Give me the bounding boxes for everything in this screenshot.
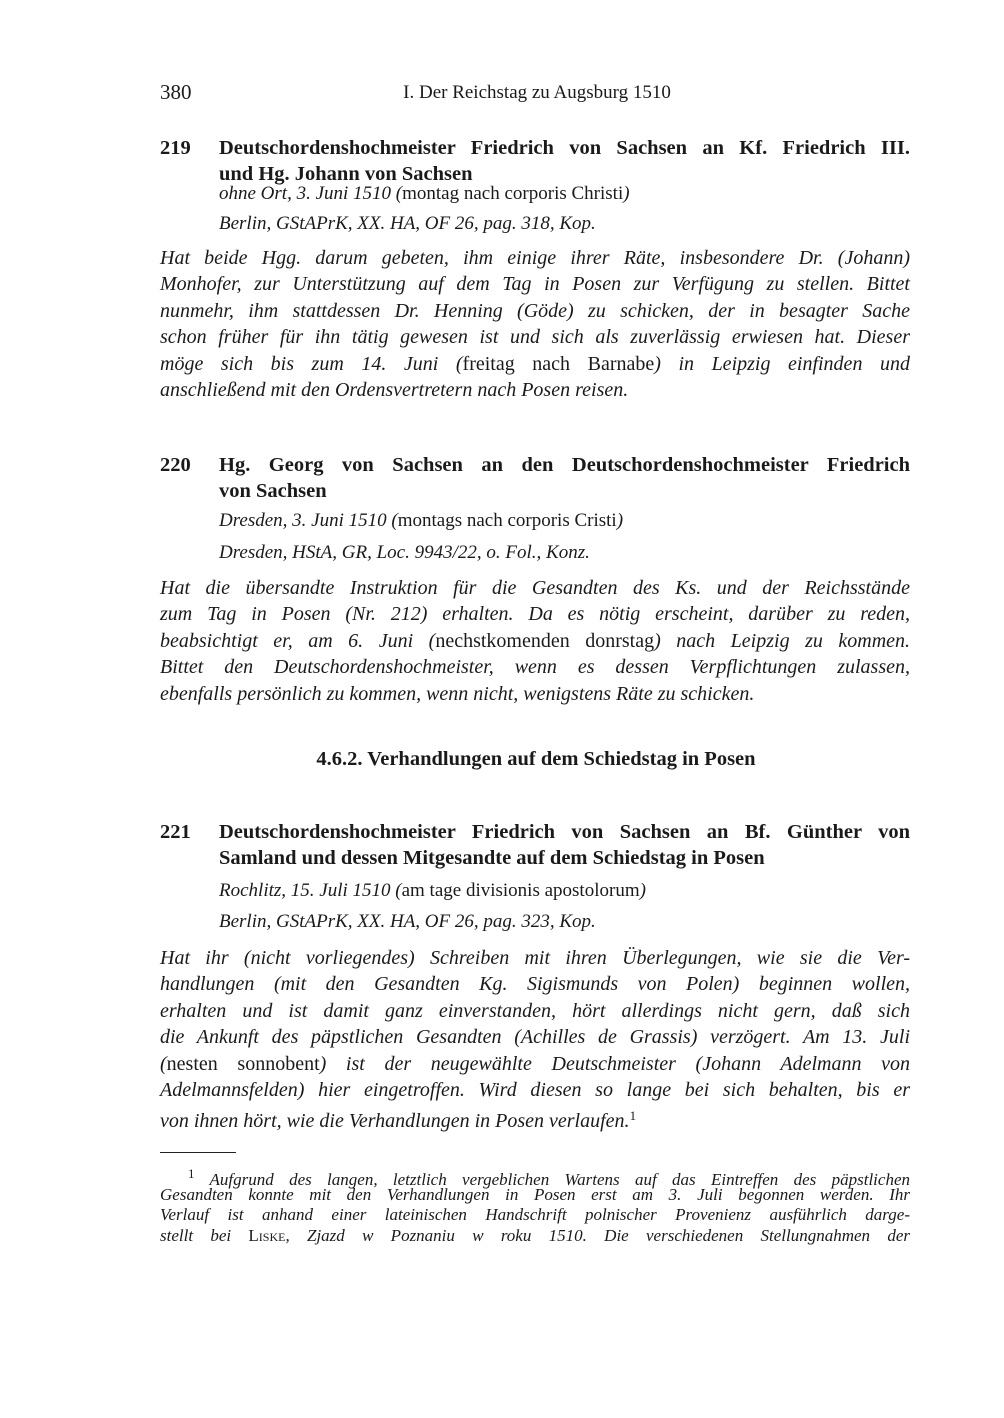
- running-title: I. Der Reichstag zu Augsburg 1510: [403, 82, 671, 103]
- text-segment: Bittet den Deutschordenshochmeister, wenn es dessen Verpflichtungen zulassen,: [160, 656, 910, 679]
- text-segment: schon früher für ihn tätig gewesen ist und sich als zuverlässig erwiesen hat. Dieser: [160, 326, 910, 349]
- text-segment: anschließend mit den Ordensvertretern nach Posen reisen.: [160, 378, 629, 401]
- text-segment: die Ankunft des päpstlichen Gesandten (Achilles de Grassis) verzögert. Am 13. Juli: [160, 1026, 910, 1049]
- summary-line: [160, 945, 910, 971]
- quoted-source-text: montags nach corporis Cristi: [397, 510, 617, 531]
- text-segment: beabsichtigt er, am 6. Juni (: [160, 629, 436, 652]
- footnote-line: [160, 1185, 910, 1206]
- summary-line: [160, 998, 910, 1024]
- title-line: von Sachsen: [219, 480, 327, 502]
- summary-line: [160, 654, 910, 680]
- summary-line: [160, 1051, 910, 1077]
- page-number: 380: [160, 80, 192, 104]
- text-segment: Adelmannsfelden) hier eingetroffen. Wird diesen so lange bei sich behalten, bis er: [160, 1078, 910, 1101]
- entry-date: [219, 510, 623, 532]
- entry-title: [219, 819, 910, 871]
- footnote-marker: 1: [629, 1108, 637, 1124]
- summary-line: [160, 351, 910, 377]
- entry-summary: [160, 245, 910, 403]
- footnote-line: [160, 1164, 910, 1189]
- entry-source: Dresden, HStA, GR, Loc. 9943/22, o. Fol., Konz.: [219, 542, 590, 563]
- title-line: Deutschordenshochmeister Friedrich von Sachsen an Bf. Günther von: [219, 821, 910, 843]
- entry-title: [219, 452, 910, 504]
- text-segment: Dresden, 3. Juni 1510 (: [219, 510, 398, 531]
- text-segment: Aufgrund des langen, letztlich vergeblichen Wartens auf das Eintreffen des päpstlichen: [194, 1170, 910, 1189]
- footnote-line: [160, 1226, 910, 1247]
- summary-line: [160, 377, 910, 403]
- summary-line: [160, 601, 910, 627]
- text-segment: Hat ihr (nicht vorliegendes) Schreiben mit ihren Überlegungen, wie sie die Ver-: [160, 947, 910, 969]
- text-segment: stellt bei: [160, 1225, 249, 1245]
- quoted-source-text: montag nach corporis Christi: [402, 183, 624, 204]
- quoted-source-text: nechstkomenden donrstag: [435, 629, 655, 652]
- summary-line: [160, 324, 910, 350]
- text-segment: ) in Leipzig einfinden und: [654, 352, 910, 375]
- summary-line: [160, 628, 910, 654]
- summary-line: [160, 298, 910, 324]
- footnote-marker: 1: [188, 1166, 195, 1181]
- entry-source: Berlin, GStAPrK, XX. HA, OF 26, pag. 323, Kop.: [219, 911, 596, 932]
- entry-source: Berlin, GStAPrK, XX. HA, OF 26, pag. 318, Kop.: [219, 213, 596, 234]
- text-segment: , Zjazd w Poznaniu w roku 1510. Die verschiedenen Stellungnahmen der: [285, 1225, 910, 1245]
- summary-line: [160, 1077, 910, 1103]
- summary-line: [160, 1024, 910, 1050]
- footnote-rule: [160, 1152, 236, 1153]
- entry-date: [219, 880, 646, 902]
- entry-number: 219: [160, 137, 191, 159]
- summary-line: [160, 681, 910, 707]
- text-segment: von ihnen hört, wie die Verhandlungen in Posen verlaufen.: [160, 1110, 630, 1133]
- entry-number: 220: [160, 454, 191, 476]
- summary-line: [160, 245, 910, 271]
- text-segment: ): [616, 510, 624, 531]
- text-segment: erhalten und ist damit ganz einverstanden, hört allerdings nicht gern, daß sich: [160, 999, 910, 1022]
- text-segment: Gesandten konnte mit den Verhandlungen in Posen erst am 3. Juli begonnen werden. Ihr: [160, 1184, 910, 1204]
- text-segment: nunmehr, ihm stattdessen Dr. Henning (Göde) zu schicken, der in besagter Sache: [160, 299, 910, 322]
- text-segment: ohne Ort, 3. Juni 1510 (: [219, 183, 403, 204]
- entry-number: 221: [160, 821, 191, 843]
- title-line: und Hg. Johann von Sachsen: [219, 163, 473, 185]
- summary-line: [160, 1103, 910, 1133]
- summary-line: [160, 971, 910, 997]
- text-segment: handlungen (mit den Gesandten Kg. Sigismunds von Polen) beginnen wollen,: [160, 973, 910, 996]
- text-segment: ebenfalls persönlich zu kommen, wenn nicht, wenigstens Räte zu schicken.: [160, 682, 755, 705]
- title-line: Samland und dessen Mitgesandte auf dem Schiedstag in Posen: [219, 847, 765, 869]
- quoted-source-text: freitag nach Barnabe: [462, 352, 655, 375]
- entry-title: [219, 135, 910, 187]
- text-segment: möge sich bis zum 14. Juni (: [160, 352, 463, 375]
- quoted-source-text: am tage divisionis apostolorum: [401, 880, 640, 901]
- section-heading: 4.6.2. Verhandlungen auf dem Schiedstag in Posen: [316, 748, 756, 770]
- footnote: [160, 1164, 910, 1246]
- text-segment: Hat die übersandte Instruktion für die Gesandten des Ks. und der Reichsstände: [160, 577, 910, 599]
- quoted-source-text: nesten sonnobent: [166, 1052, 320, 1075]
- text-segment: Rochlitz, 15. Juli 1510 (: [219, 880, 402, 901]
- text-segment: Liske: [248, 1225, 286, 1245]
- entry-summary: [160, 575, 910, 707]
- text-segment: ) ist der neugewählte Deutschmeister (Johann Adelmann von: [319, 1052, 910, 1075]
- text-segment: ): [639, 880, 646, 901]
- entry-date: [219, 183, 630, 205]
- title-line: Deutschordenshochmeister Friedrich von Sachsen an Kf. Friedrich III.: [219, 137, 910, 159]
- text-segment: ): [623, 183, 630, 204]
- text-segment: Hat beide Hgg. darum gebeten, ihm einige ihrer Räte, insbesondere Dr. (Johann): [160, 247, 910, 269]
- text-segment: ) nach Leipzig zu kommen.: [654, 629, 911, 652]
- text-segment: zum Tag in Posen (Nr. 212) erhalten. Da es nötig erscheint, darüber zu reden,: [160, 603, 910, 626]
- text-segment: Verlauf ist anhand einer lateinischen Handschrift polnischer Provenienz ausführlich darge-: [160, 1205, 910, 1224]
- text-segment: Monhofer, zur Unterstützung auf dem Tag in Posen zur Verfügung zu stellen. Bittet: [160, 273, 910, 296]
- title-line: Hg. Georg von Sachsen an den Deutschordenshochmeister Friedrich: [219, 454, 910, 476]
- entry-summary: [160, 945, 910, 1133]
- summary-line: [160, 575, 910, 601]
- footnote-line: [160, 1205, 910, 1226]
- text-segment: (: [160, 1052, 167, 1075]
- summary-line: [160, 271, 910, 297]
